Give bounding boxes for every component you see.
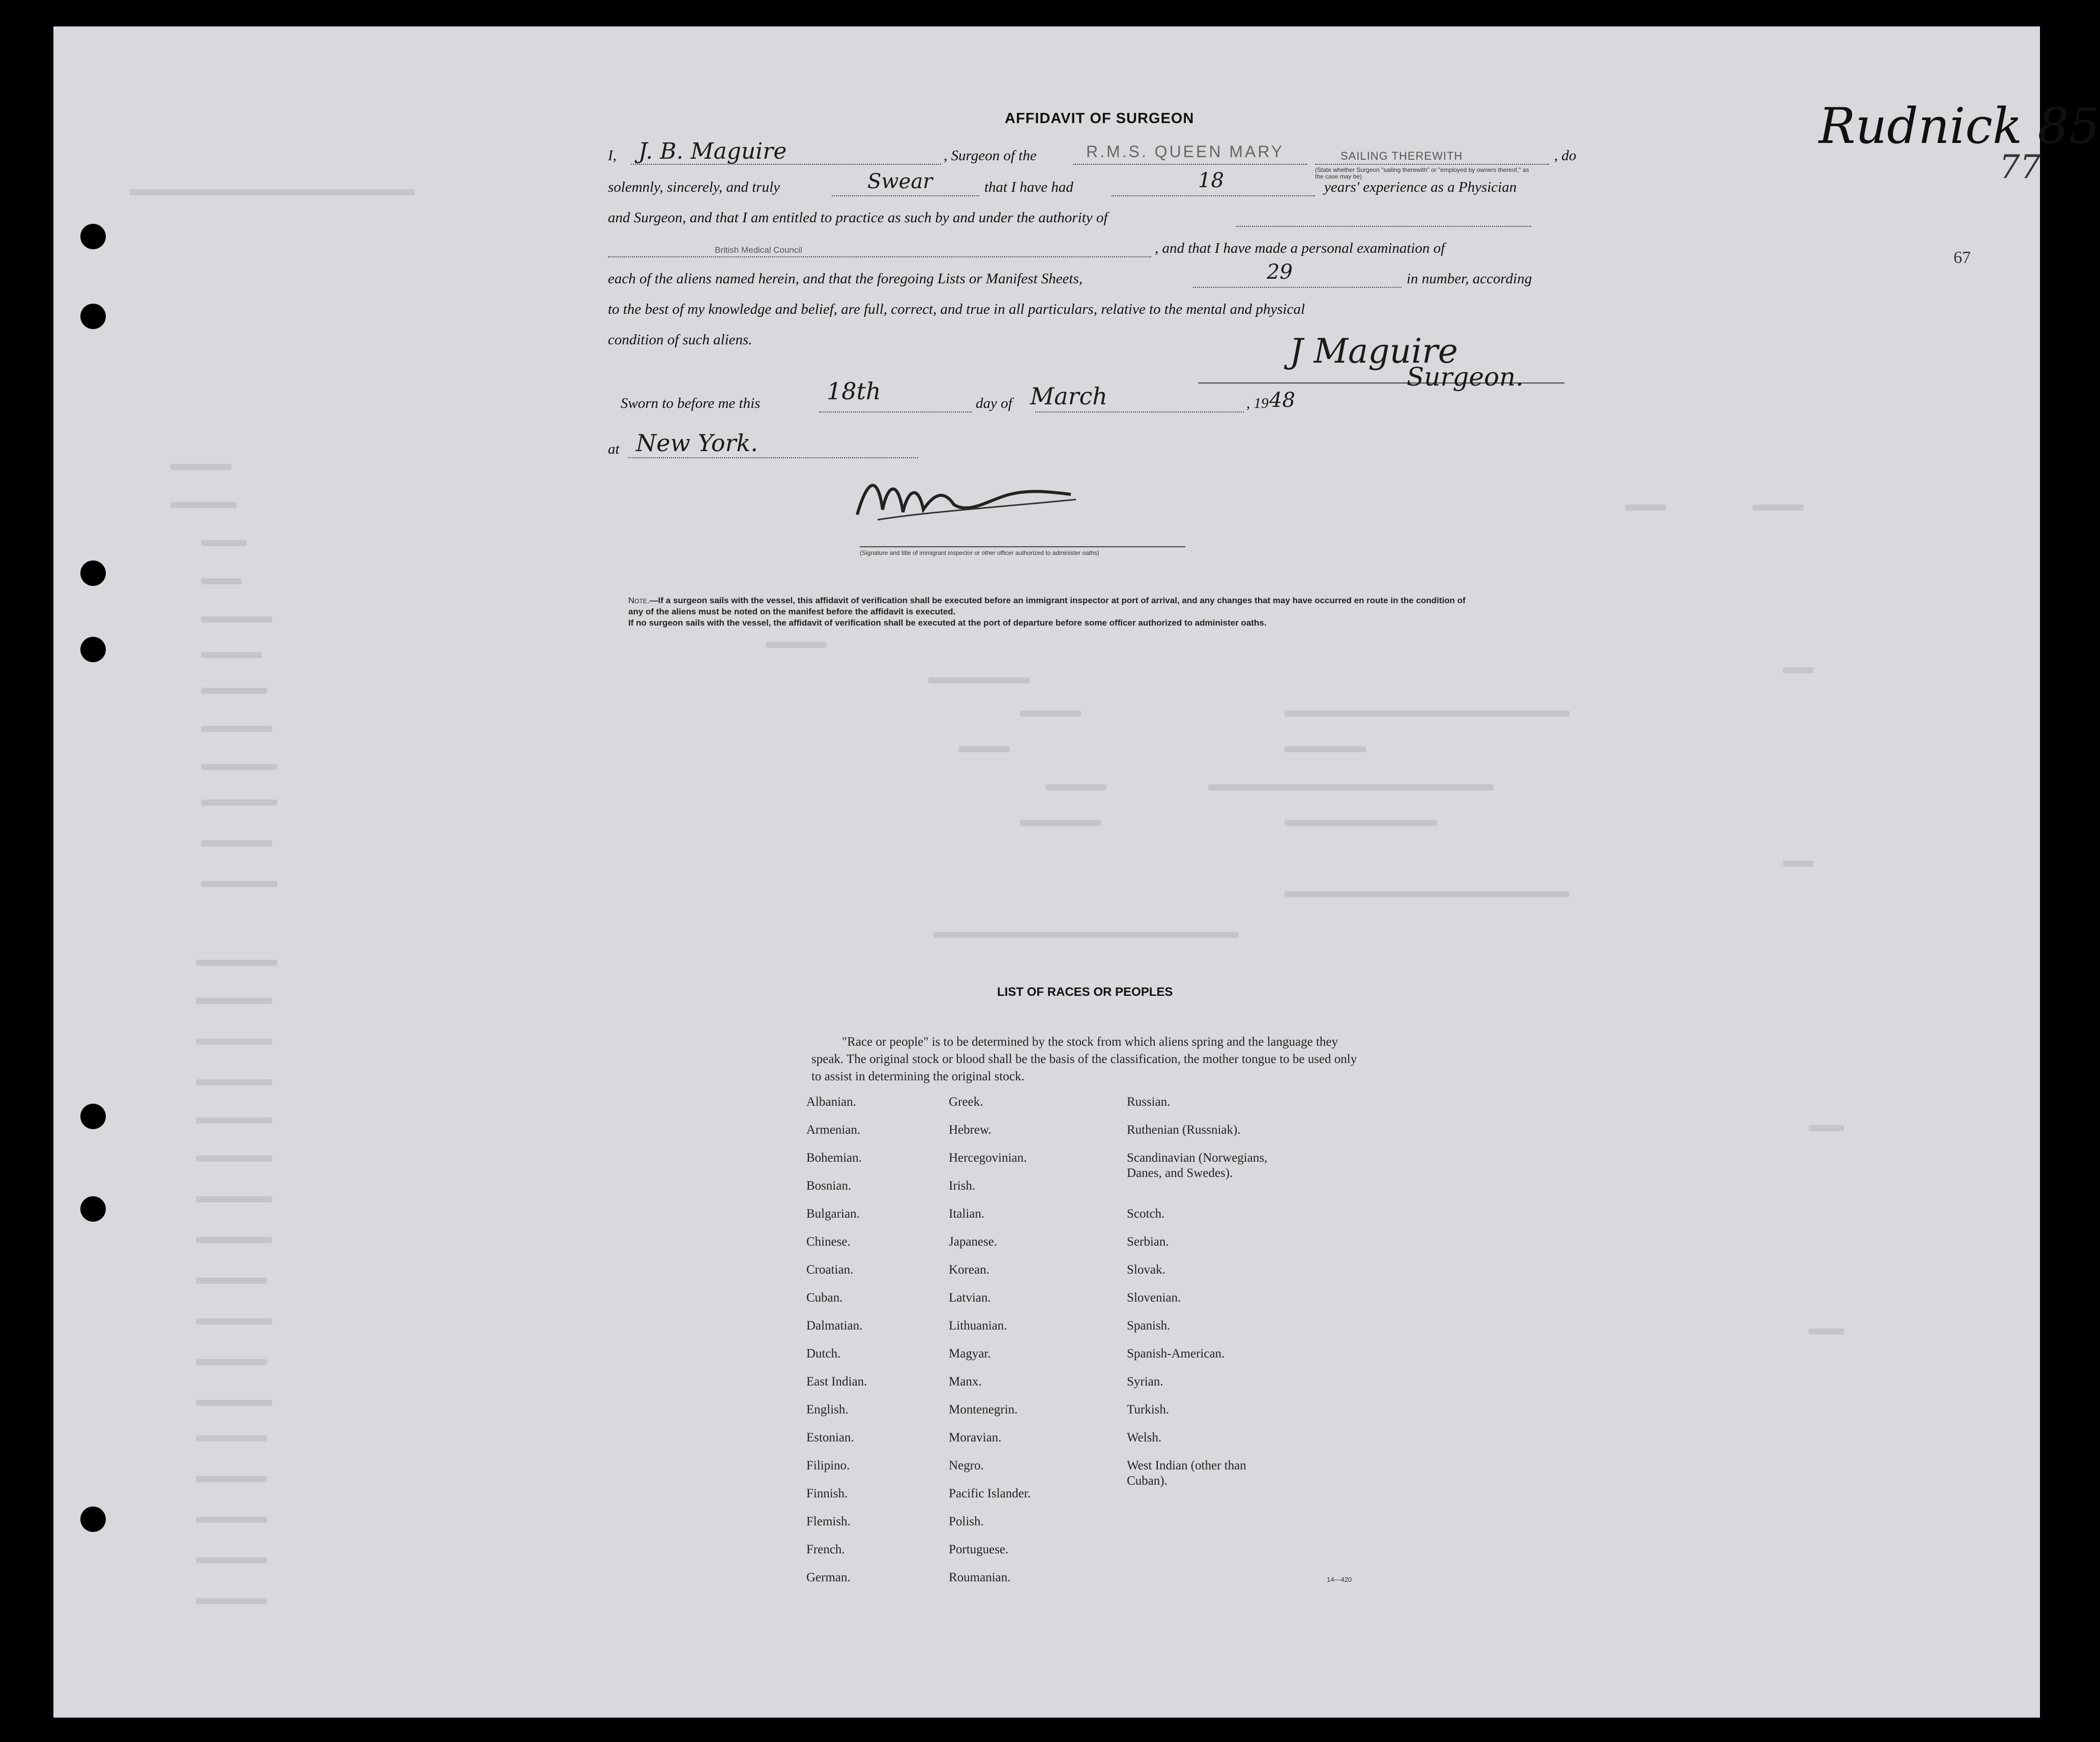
sailing-status: SAILING THEREWITH (1340, 150, 1463, 162)
surgeon-signature: J Maguire (1290, 332, 1458, 371)
text-surgeon-of: , Surgeon of the (944, 147, 1037, 164)
sworn-year: 48 (1269, 389, 1295, 412)
years-blank (1112, 195, 1315, 196)
race-item: Pacific Islander. (949, 1487, 1031, 1500)
authority-blank-2 (608, 256, 1151, 257)
sheet-count-blank (1193, 287, 1402, 288)
race-item: Albanian. (806, 1095, 856, 1109)
race-item: East Indian. (806, 1375, 867, 1389)
race-item: Serbian. (1127, 1235, 1169, 1249)
place-blank (628, 457, 918, 458)
officer-signature-line (860, 546, 1185, 547)
document-sheet (53, 26, 2100, 1718)
sheet-count: 29 (1267, 260, 1293, 284)
text-at: at (608, 441, 620, 457)
note-block (628, 595, 1468, 629)
text-sworn: Sworn to before me this (621, 395, 761, 411)
binder-hole (80, 560, 106, 586)
text-line-7: condition of such aliens. (608, 332, 752, 348)
race-item: Croatian. (806, 1263, 854, 1277)
status-blank (1315, 164, 1549, 165)
races-intro: "Race or people" is to be determined by the stock from which aliens spring and the language they speak. The original stock or blood shall be the basis of the classification, the mother tongue to be used only to assist in determining the original stock. (811, 1035, 1357, 1083)
race-item: Montenegrin. (949, 1403, 1018, 1416)
race-item: Korean. (949, 1263, 989, 1277)
sworn-day-blank (819, 411, 972, 412)
text-do: , do (1554, 147, 1577, 164)
race-item: Flemish. (806, 1515, 851, 1528)
race-item: Negro. (949, 1459, 984, 1472)
oath-blank (832, 195, 979, 196)
race-item: Bulgarian. (806, 1207, 860, 1221)
race-item: Estonian. (806, 1431, 854, 1444)
years-experience: 18 (1198, 169, 1224, 192)
ship-name-stamp: R.M.S. QUEEN MARY (1086, 142, 1285, 161)
sworn-month-blank (1035, 411, 1244, 412)
corner-annotation-sub: 77 (1999, 149, 2041, 186)
race-item: West Indian (other than Cuban). (1127, 1459, 1246, 1488)
text-line-6: to the best of my knowledge and belief, are full, correct, and true in all particulars, relative to the mental and physical (608, 301, 1305, 317)
race-item: Portuguese. (949, 1543, 1009, 1556)
race-item: Russian. (1127, 1095, 1171, 1109)
status-hint: (State whether Surgeon "sailing therewith" or "employed by owners thereof," as the case may be) (1315, 166, 1529, 180)
race-item: French. (806, 1543, 845, 1556)
authority-blank (1236, 226, 1531, 227)
race-item: Magyar. (949, 1347, 991, 1361)
race-item: English. (806, 1403, 849, 1416)
race-item: Slovak. (1127, 1263, 1165, 1277)
note-text-2: If no surgeon sails with the vessel, the affidavit of verification shall be executed at the port of departure before some officer authorized to administer oaths. (628, 618, 1267, 628)
race-item: Finnish. (806, 1487, 848, 1500)
text-i: I, (608, 147, 617, 164)
text-that-i-have-had: that I have had (984, 179, 1073, 195)
race-item: Spanish. (1127, 1319, 1171, 1333)
race-item: Spanish-American. (1127, 1347, 1225, 1361)
race-item: Cuban. (806, 1291, 843, 1305)
race-item: Armenian. (806, 1123, 861, 1137)
race-item: Syrian. (1127, 1375, 1163, 1389)
officer-signature (847, 464, 1112, 535)
race-item: Bohemian. (806, 1151, 862, 1165)
ship-blank (1073, 164, 1307, 165)
text-solemnly: solemnly, sincerely, and truly (608, 179, 780, 195)
race-item: Slovenian. (1127, 1291, 1181, 1305)
note-label: Note. (628, 596, 650, 605)
text-line-4-end: , and that I have made a personal examination of (1155, 240, 1445, 256)
binder-hole (80, 1196, 106, 1222)
affidavit-title: AFFIDAVIT OF SURGEON (1005, 110, 1194, 127)
binder-hole (80, 1507, 106, 1532)
race-item: Polish. (949, 1515, 984, 1528)
race-item: Hercegovinian. (949, 1151, 1027, 1165)
race-item: Chinese. (806, 1235, 851, 1249)
race-item: German. (806, 1571, 851, 1584)
corner-annotation: Rudnick 85 (1819, 98, 2100, 155)
text-day-of: day of (976, 395, 1012, 411)
text-in-number: in number, according (1407, 271, 1532, 287)
binder-hole (80, 1104, 106, 1129)
authority: British Medical Council (715, 245, 802, 255)
page-number: 67 (1953, 248, 1971, 267)
sworn-month: March (1030, 382, 1107, 410)
race-item: Turkish. (1127, 1403, 1170, 1416)
binder-hole (80, 224, 106, 249)
officer-caption: (Signature and title of immigrant inspector or other officer authorized to administer oaths) (860, 549, 1099, 556)
race-item: Scotch. (1127, 1207, 1165, 1221)
surgeon-title: Surgeon. (1407, 362, 1524, 392)
race-item: Lithuanian. (949, 1319, 1007, 1333)
oath-type: Swear (867, 170, 933, 193)
sworn-day: 18th (827, 377, 881, 405)
text-years: years' experience as a Physician (1324, 179, 1517, 195)
race-item: Welsh. (1127, 1431, 1162, 1444)
race-item: Manx. (949, 1375, 982, 1389)
text-year-prefix: , 19 (1246, 395, 1269, 411)
binder-hole (80, 637, 106, 662)
form-number: 14—420 (1327, 1576, 1352, 1583)
race-item: Scandinavian (Norwegians, Danes, and Swedes). (1127, 1151, 1268, 1180)
race-item: Roumanian. (949, 1571, 1011, 1584)
binder-hole (80, 304, 106, 329)
race-item: Latvian. (949, 1291, 991, 1305)
surgeon-name: J. B. Maguire (638, 138, 787, 164)
note-text-1: —If a surgeon sails with the vessel, this affidavit of verification shall be executed before an immigrant inspector at port of arrival, and any changes that may have occurred en route in the condition of any of the aliens must be noted on the manifest before the affidavit is executed. (628, 596, 1466, 616)
text-line-5: each of the aliens named herein, and that the foregoing Lists or Manifest Sheets, (608, 271, 1083, 287)
races-title: LIST OF RACES OR PEOPLES (997, 985, 1173, 999)
race-item: Moravian. (949, 1431, 1002, 1444)
race-item: Italian. (949, 1207, 985, 1221)
race-item: Dutch. (806, 1347, 841, 1361)
race-item: Hebrew. (949, 1123, 991, 1137)
race-item: Irish. (949, 1179, 976, 1193)
race-item: Filipino. (806, 1459, 850, 1472)
race-item: Dalmatian. (806, 1319, 863, 1333)
sworn-place: New York. (636, 429, 759, 457)
race-item: Greek. (949, 1095, 983, 1109)
text-line-3: and Surgeon, and that I am entitled to practice as such by and under the authority of (608, 210, 1108, 226)
race-item: Japanese. (949, 1235, 998, 1249)
race-item: Bosnian. (806, 1179, 852, 1193)
race-item: Ruthenian (Russniak). (1127, 1123, 1241, 1137)
